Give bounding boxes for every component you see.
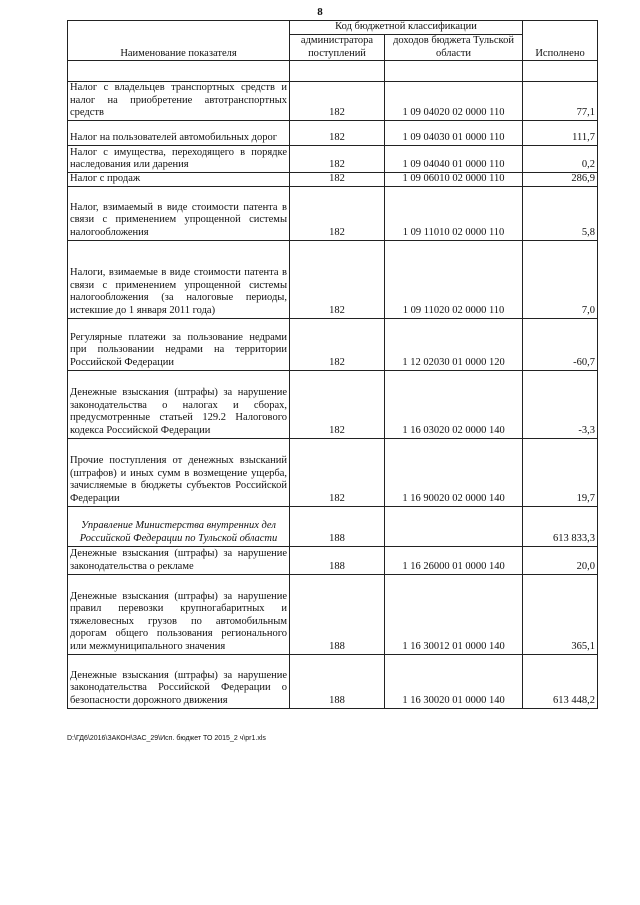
- budget-execution-table: [67, 20, 598, 709]
- row-executed-amount: 286,9: [523, 172, 598, 186]
- row-executed-amount: 613 833,3: [523, 506, 598, 546]
- row-executed-amount: 111,7: [523, 120, 598, 145]
- row-executed-amount: -3,3: [523, 370, 598, 438]
- row-indicator-name: Регулярные платежи за пользование недрами при пользовании недрами на территории Российской Федерации: [68, 318, 290, 370]
- row-revenue-code: 1 16 30020 01 0000 140: [385, 654, 523, 708]
- row-revenue-code: 1 09 04030 01 0000 110: [385, 120, 523, 145]
- row-admin-code: 182: [290, 186, 385, 240]
- table-row: [68, 370, 598, 438]
- table-row: [68, 186, 598, 240]
- row-revenue-code: 1 16 26000 01 0000 140: [385, 546, 523, 574]
- row-executed-amount: 19,7: [523, 438, 598, 506]
- row-revenue-code: [385, 506, 523, 546]
- row-executed-amount: 613 448,2: [523, 654, 598, 708]
- row-revenue-code: 1 12 02030 01 0000 120: [385, 318, 523, 370]
- table-row: [68, 654, 598, 708]
- table-row: [68, 145, 598, 172]
- row-admin-code: 182: [290, 370, 385, 438]
- row-revenue-code: 1 16 03020 02 0000 140: [385, 370, 523, 438]
- row-indicator-name: Налоги, взимаемые в виде стоимости патента в связи с применением упрощенной системы налогообложения (за налоговые периоды, истекшие до 1 января 2011 года): [68, 240, 290, 318]
- row-indicator-name: Прочие поступления от денежных взысканий (штрафов) и иных сумм в возмещение ущерба, зачисляемые в бюджеты субъектов Российской Федерации: [68, 438, 290, 506]
- row-indicator-name: Налог с продаж: [68, 172, 290, 186]
- row-indicator-name: Налог на пользователей автомобильных дорог: [68, 120, 290, 145]
- row-revenue-code: 1 16 30012 01 0000 140: [385, 574, 523, 654]
- header-revenue: доходов бюджета Тульской области: [385, 35, 523, 61]
- header-administrator: администратора поступлений: [290, 35, 385, 61]
- row-revenue-code: 1 09 04020 02 0000 110: [385, 82, 523, 121]
- row-admin-code: 182: [290, 82, 385, 121]
- row-revenue-code: 1 09 11010 02 0000 110: [385, 186, 523, 240]
- table-row-department: [68, 506, 598, 546]
- header-indicator-name: Наименование показателя: [68, 21, 290, 61]
- table-body: [68, 61, 598, 708]
- row-indicator-name: Налог, взимаемый в виде стоимости патента в связи с применением упрощенной системы налогообложения: [68, 186, 290, 240]
- row-executed-amount: -60,7: [523, 318, 598, 370]
- header-executed: Исполнено: [523, 21, 598, 61]
- row-indicator-name: Денежные взыскания (штрафы) за нарушение правил перевозки крупногабаритных и тяжеловесных грузов по автомобильным дорогам общего пользования регионального или межмуниципального значения: [68, 574, 290, 654]
- row-admin-code: 188: [290, 574, 385, 654]
- row-admin-code: 182: [290, 240, 385, 318]
- table-header-row: [68, 21, 598, 35]
- row-admin-code: 188: [290, 506, 385, 546]
- row-executed-amount: 77,1: [523, 82, 598, 121]
- table-row: [68, 318, 598, 370]
- table-row: [68, 82, 598, 121]
- row-indicator-name: Налог с имущества, переходящего в порядке наследования или дарения: [68, 145, 290, 172]
- row-revenue-code: 1 09 04040 01 0000 110: [385, 145, 523, 172]
- table-row: [68, 438, 598, 506]
- row-admin-code: 182: [290, 318, 385, 370]
- spacer-cell: [523, 61, 598, 82]
- spacer-cell: [385, 61, 523, 82]
- row-revenue-code: 1 16 90020 02 0000 140: [385, 438, 523, 506]
- row-executed-amount: 5,8: [523, 186, 598, 240]
- table-row: [68, 546, 598, 574]
- row-admin-code: 182: [290, 438, 385, 506]
- row-admin-code: 188: [290, 546, 385, 574]
- row-admin-code: 182: [290, 172, 385, 186]
- table-row: [68, 574, 598, 654]
- table-row: [68, 172, 598, 186]
- table-spacer-row: [68, 61, 598, 82]
- row-indicator-name: Денежные взыскания (штрафы) за нарушение законодательства Российской Федерации о безопасности дорожного движения: [68, 654, 290, 708]
- row-revenue-code: 1 09 11020 02 0000 110: [385, 240, 523, 318]
- footer-file-path: D:\ГД6\2016\ЗАКОН\ЗАС_29\Исп. бюджет ТО 2015_2 ч\pr1.xls: [67, 735, 266, 742]
- page-number: 8: [317, 6, 323, 18]
- row-executed-amount: 365,1: [523, 574, 598, 654]
- row-admin-code: 182: [290, 120, 385, 145]
- spacer-cell: [68, 61, 290, 82]
- row-executed-amount: 7,0: [523, 240, 598, 318]
- row-executed-amount: 0,2: [523, 145, 598, 172]
- header-budget-code: Код бюджетной классификации: [290, 21, 523, 35]
- row-indicator-name: Денежные взыскания (штрафы) за нарушение законодательства о налогах и сборах, предусмотренные статьей 129.2 Налогового кодекса Российской Федерации: [68, 370, 290, 438]
- table-row: [68, 120, 598, 145]
- row-indicator-name: Денежные взыскания (штрафы) за нарушение законодательства о рекламе: [68, 546, 290, 574]
- row-executed-amount: 20,0: [523, 546, 598, 574]
- row-indicator-name: Налог с владельцев транспортных средств и налог на приобретение автотранспортных средств: [68, 82, 290, 121]
- spacer-cell: [290, 61, 385, 82]
- row-admin-code: 188: [290, 654, 385, 708]
- department-name: Управление Министерства внутренних дел Российской Федерации по Тульской области: [68, 506, 290, 546]
- table-row: [68, 240, 598, 318]
- row-revenue-code: 1 09 06010 02 0000 110: [385, 172, 523, 186]
- row-admin-code: 182: [290, 145, 385, 172]
